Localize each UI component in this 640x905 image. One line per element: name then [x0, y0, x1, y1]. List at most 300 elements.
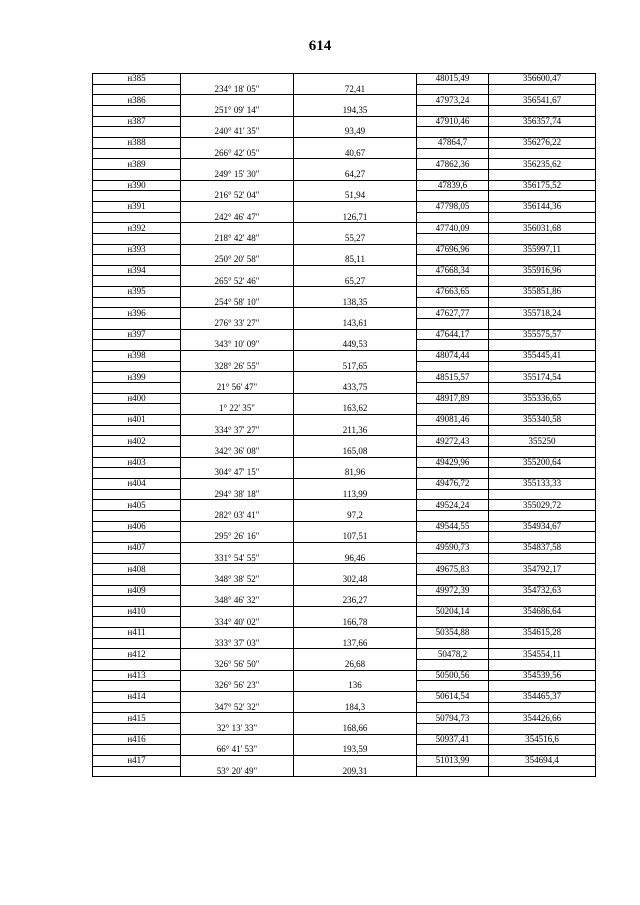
point-name: н417 — [93, 756, 181, 767]
y-coordinate: 355445,41 — [489, 351, 596, 362]
y-coordinate: 354694,4 — [489, 756, 596, 767]
y-coordinate: 356175,52 — [489, 180, 596, 191]
segment-row — [93, 468, 596, 479]
segment-length: 113,99 — [294, 489, 417, 500]
x-coordinate: 48917,89 — [417, 393, 489, 404]
empty-cell — [294, 74, 417, 85]
empty-cell — [489, 617, 596, 628]
empty-cell — [489, 105, 596, 116]
point-name: н398 — [93, 351, 181, 362]
empty-cell — [93, 233, 181, 244]
y-coordinate: 355916,96 — [489, 265, 596, 276]
x-coordinate: 50937,41 — [417, 734, 489, 745]
empty-cell — [489, 638, 596, 649]
point-name: н391 — [93, 201, 181, 212]
empty-cell — [93, 191, 181, 202]
empty-cell — [93, 596, 181, 607]
empty-cell — [294, 649, 417, 660]
x-coordinate: 51013,99 — [417, 756, 489, 767]
segment-length: 72,41 — [294, 84, 417, 95]
empty-cell — [417, 681, 489, 692]
empty-cell — [181, 74, 294, 85]
empty-cell — [417, 255, 489, 266]
segment-row — [93, 724, 596, 735]
segment-row — [93, 681, 596, 692]
point-name: н413 — [93, 670, 181, 681]
empty-cell — [181, 542, 294, 553]
segment-row — [93, 105, 596, 116]
point-row — [93, 351, 596, 362]
segment-row — [93, 532, 596, 543]
direction-angle: 348° 46' 32" — [181, 596, 294, 607]
segment-row — [93, 319, 596, 330]
empty-cell — [181, 351, 294, 362]
empty-cell — [417, 169, 489, 180]
y-coordinate: 355997,11 — [489, 244, 596, 255]
empty-cell — [294, 95, 417, 106]
segment-row — [93, 361, 596, 372]
empty-cell — [294, 628, 417, 639]
point-name: н399 — [93, 372, 181, 383]
segment-row — [93, 233, 596, 244]
empty-cell — [489, 84, 596, 95]
empty-cell — [489, 446, 596, 457]
direction-angle: 21° 56' 47" — [181, 383, 294, 394]
empty-cell — [93, 446, 181, 457]
point-name: н405 — [93, 500, 181, 511]
direction-angle: 294° 38' 18" — [181, 489, 294, 500]
empty-cell — [489, 745, 596, 756]
empty-cell — [93, 148, 181, 159]
segment-row — [93, 84, 596, 95]
empty-cell — [181, 628, 294, 639]
point-name: н404 — [93, 478, 181, 489]
empty-cell — [181, 713, 294, 724]
empty-cell — [489, 681, 596, 692]
empty-cell — [489, 233, 596, 244]
point-row — [93, 478, 596, 489]
segment-row — [93, 446, 596, 457]
empty-cell — [181, 756, 294, 767]
point-name: н412 — [93, 649, 181, 660]
empty-cell — [181, 201, 294, 212]
empty-cell — [489, 169, 596, 180]
empty-cell — [489, 191, 596, 202]
segment-row — [93, 745, 596, 756]
segment-row — [93, 276, 596, 287]
segment-length: 302,48 — [294, 574, 417, 585]
segment-row — [93, 255, 596, 266]
point-row — [93, 372, 596, 383]
empty-cell — [294, 201, 417, 212]
direction-angle: 347° 52' 32" — [181, 702, 294, 713]
empty-cell — [417, 532, 489, 543]
segment-row — [93, 660, 596, 671]
point-name: н414 — [93, 692, 181, 703]
empty-cell — [93, 425, 181, 436]
segment-row — [93, 638, 596, 649]
empty-cell — [489, 553, 596, 564]
point-row — [93, 223, 596, 234]
segment-length: 143,61 — [294, 319, 417, 330]
segment-length: 517,65 — [294, 361, 417, 372]
empty-cell — [294, 500, 417, 511]
empty-cell — [417, 105, 489, 116]
point-name: н396 — [93, 308, 181, 319]
segment-length: 85,11 — [294, 255, 417, 266]
point-row — [93, 542, 596, 553]
segment-row — [93, 169, 596, 180]
empty-cell — [181, 649, 294, 660]
y-coordinate: 355851,86 — [489, 287, 596, 298]
y-coordinate: 356235,62 — [489, 159, 596, 170]
empty-cell — [93, 276, 181, 287]
empty-cell — [417, 84, 489, 95]
empty-cell — [489, 766, 596, 777]
point-name: н407 — [93, 542, 181, 553]
x-coordinate: 50794,73 — [417, 713, 489, 724]
segment-length: 126,71 — [294, 212, 417, 223]
direction-angle: 328° 26' 55" — [181, 361, 294, 372]
empty-cell — [489, 489, 596, 500]
empty-cell — [181, 159, 294, 170]
empty-cell — [181, 585, 294, 596]
empty-cell — [417, 191, 489, 202]
empty-cell — [93, 404, 181, 415]
point-name: н403 — [93, 457, 181, 468]
segment-row — [93, 340, 596, 351]
empty-cell — [489, 425, 596, 436]
coordinates-table — [92, 73, 596, 777]
point-row — [93, 521, 596, 532]
x-coordinate: 49590,73 — [417, 542, 489, 553]
segment-row — [93, 596, 596, 607]
point-row — [93, 415, 596, 426]
empty-cell — [181, 137, 294, 148]
direction-angle: 348° 38' 52" — [181, 574, 294, 585]
point-row — [93, 670, 596, 681]
empty-cell — [417, 596, 489, 607]
point-row — [93, 564, 596, 575]
segment-row — [93, 617, 596, 628]
empty-cell — [489, 212, 596, 223]
empty-cell — [294, 329, 417, 340]
segment-row — [93, 212, 596, 223]
empty-cell — [417, 361, 489, 372]
segment-length: 433,75 — [294, 383, 417, 394]
point-name: н402 — [93, 436, 181, 447]
segment-row — [93, 404, 596, 415]
empty-cell — [181, 564, 294, 575]
point-row — [93, 628, 596, 639]
segment-row — [93, 297, 596, 308]
segment-length: 65,27 — [294, 276, 417, 287]
direction-angle: 234° 18' 05" — [181, 84, 294, 95]
x-coordinate: 49675,83 — [417, 564, 489, 575]
segment-row — [93, 702, 596, 713]
x-coordinate: 49272,43 — [417, 436, 489, 447]
empty-cell — [489, 319, 596, 330]
empty-cell — [93, 681, 181, 692]
point-name: н394 — [93, 265, 181, 276]
y-coordinate: 356600,47 — [489, 74, 596, 85]
empty-cell — [294, 351, 417, 362]
point-row — [93, 74, 596, 85]
direction-angle: 326° 56' 23" — [181, 681, 294, 692]
empty-cell — [181, 287, 294, 298]
empty-cell — [489, 404, 596, 415]
x-coordinate: 50204,14 — [417, 606, 489, 617]
direction-angle: 343° 10' 09" — [181, 340, 294, 351]
empty-cell — [417, 510, 489, 521]
empty-cell — [181, 244, 294, 255]
segment-length: 168,66 — [294, 724, 417, 735]
segment-length: 163,62 — [294, 404, 417, 415]
point-name: н401 — [93, 415, 181, 426]
empty-cell — [294, 542, 417, 553]
y-coordinate: 355133,33 — [489, 478, 596, 489]
empty-cell — [417, 425, 489, 436]
empty-cell — [294, 692, 417, 703]
x-coordinate: 49081,46 — [417, 415, 489, 426]
segment-length: 209,31 — [294, 766, 417, 777]
segment-length: 236,27 — [294, 596, 417, 607]
y-coordinate: 356031,68 — [489, 223, 596, 234]
empty-cell — [417, 574, 489, 585]
empty-cell — [181, 734, 294, 745]
empty-cell — [417, 617, 489, 628]
x-coordinate: 47644,17 — [417, 329, 489, 340]
point-row — [93, 308, 596, 319]
segment-length: 81,96 — [294, 468, 417, 479]
empty-cell — [489, 724, 596, 735]
x-coordinate: 48015,49 — [417, 74, 489, 85]
x-coordinate: 47864,7 — [417, 137, 489, 148]
point-row — [93, 329, 596, 340]
point-name: н385 — [93, 74, 181, 85]
empty-cell — [93, 361, 181, 372]
empty-cell — [489, 510, 596, 521]
y-coordinate: 356541,67 — [489, 95, 596, 106]
empty-cell — [294, 159, 417, 170]
empty-cell — [417, 766, 489, 777]
empty-cell — [417, 745, 489, 756]
empty-cell — [294, 244, 417, 255]
point-name: н386 — [93, 95, 181, 106]
empty-cell — [181, 436, 294, 447]
point-row — [93, 287, 596, 298]
empty-cell — [181, 329, 294, 340]
point-row — [93, 713, 596, 724]
empty-cell — [181, 372, 294, 383]
x-coordinate: 47740,09 — [417, 223, 489, 234]
x-coordinate: 47910,46 — [417, 116, 489, 127]
point-row — [93, 756, 596, 767]
direction-angle: 276° 33' 27" — [181, 319, 294, 330]
empty-cell — [93, 766, 181, 777]
point-row — [93, 734, 596, 745]
segment-length: 138,35 — [294, 297, 417, 308]
segment-length: 211,36 — [294, 425, 417, 436]
segment-length: 165,08 — [294, 446, 417, 457]
empty-cell — [294, 734, 417, 745]
point-row — [93, 159, 596, 170]
empty-cell — [93, 532, 181, 543]
segment-length: 194,35 — [294, 105, 417, 116]
empty-cell — [93, 553, 181, 564]
y-coordinate: 356144,36 — [489, 201, 596, 212]
y-coordinate: 354934,67 — [489, 521, 596, 532]
y-coordinate: 356276,22 — [489, 137, 596, 148]
empty-cell — [294, 393, 417, 404]
y-coordinate: 354615,28 — [489, 628, 596, 639]
empty-cell — [489, 660, 596, 671]
y-coordinate: 354516,6 — [489, 734, 596, 745]
point-name: н389 — [93, 159, 181, 170]
page-number: 614 — [308, 38, 332, 54]
direction-angle: 240° 41' 35" — [181, 127, 294, 138]
x-coordinate: 47627,77 — [417, 308, 489, 319]
empty-cell — [417, 297, 489, 308]
empty-cell — [294, 180, 417, 191]
point-name: н392 — [93, 223, 181, 234]
y-coordinate: 355336,65 — [489, 393, 596, 404]
y-coordinate: 355340,58 — [489, 415, 596, 426]
empty-cell — [181, 393, 294, 404]
empty-cell — [294, 564, 417, 575]
empty-cell — [93, 510, 181, 521]
empty-cell — [489, 361, 596, 372]
x-coordinate: 50500,56 — [417, 670, 489, 681]
point-row — [93, 180, 596, 191]
x-coordinate: 50614,54 — [417, 692, 489, 703]
x-coordinate: 49544,55 — [417, 521, 489, 532]
empty-cell — [417, 148, 489, 159]
direction-angle: 304° 47' 15" — [181, 468, 294, 479]
empty-cell — [417, 404, 489, 415]
empty-cell — [417, 276, 489, 287]
segment-row — [93, 553, 596, 564]
point-row — [93, 649, 596, 660]
direction-angle: 334° 37' 27" — [181, 425, 294, 436]
empty-cell — [181, 265, 294, 276]
empty-cell — [489, 276, 596, 287]
empty-cell — [294, 606, 417, 617]
x-coordinate: 49524,24 — [417, 500, 489, 511]
point-name: н390 — [93, 180, 181, 191]
segment-row — [93, 574, 596, 585]
segment-row — [93, 148, 596, 159]
x-coordinate: 47862,36 — [417, 159, 489, 170]
empty-cell — [417, 553, 489, 564]
empty-cell — [93, 84, 181, 95]
empty-cell — [93, 468, 181, 479]
direction-angle: 254° 58' 10" — [181, 297, 294, 308]
segment-length: 449,53 — [294, 340, 417, 351]
y-coordinate: 354686,64 — [489, 606, 596, 617]
segment-length: 107,51 — [294, 532, 417, 543]
direction-angle: 295° 26' 16" — [181, 532, 294, 543]
empty-cell — [294, 585, 417, 596]
empty-cell — [489, 255, 596, 266]
empty-cell — [294, 137, 417, 148]
empty-cell — [417, 468, 489, 479]
direction-angle: 1° 22' 35" — [181, 404, 294, 415]
direction-angle: 331° 54' 55" — [181, 553, 294, 564]
point-row — [93, 500, 596, 511]
x-coordinate: 48515,57 — [417, 372, 489, 383]
empty-cell — [181, 478, 294, 489]
empty-cell — [181, 95, 294, 106]
empty-cell — [294, 415, 417, 426]
segment-row — [93, 510, 596, 521]
segment-length: 26,68 — [294, 660, 417, 671]
empty-cell — [93, 255, 181, 266]
segment-row — [93, 489, 596, 500]
coordinates-table-body — [93, 74, 596, 777]
point-name: н409 — [93, 585, 181, 596]
x-coordinate: 47798,05 — [417, 201, 489, 212]
empty-cell — [489, 532, 596, 543]
empty-cell — [489, 702, 596, 713]
empty-cell — [294, 670, 417, 681]
y-coordinate: 354426,66 — [489, 713, 596, 724]
segment-row — [93, 425, 596, 436]
empty-cell — [93, 319, 181, 330]
point-name: н397 — [93, 329, 181, 340]
empty-cell — [93, 383, 181, 394]
empty-cell — [93, 297, 181, 308]
empty-cell — [93, 169, 181, 180]
direction-angle: 251° 09' 14" — [181, 105, 294, 116]
empty-cell — [294, 436, 417, 447]
x-coordinate: 49972,39 — [417, 585, 489, 596]
point-row — [93, 201, 596, 212]
direction-angle: 32° 13' 33" — [181, 724, 294, 735]
point-name: н393 — [93, 244, 181, 255]
direction-angle: 266° 42' 05" — [181, 148, 294, 159]
empty-cell — [93, 212, 181, 223]
point-row — [93, 606, 596, 617]
direction-angle: 216° 52' 04" — [181, 191, 294, 202]
segment-length: 64,27 — [294, 169, 417, 180]
y-coordinate: 355575,57 — [489, 329, 596, 340]
segment-length: 55,27 — [294, 233, 417, 244]
empty-cell — [417, 233, 489, 244]
empty-cell — [93, 638, 181, 649]
empty-cell — [294, 756, 417, 767]
x-coordinate: 47839,6 — [417, 180, 489, 191]
empty-cell — [294, 308, 417, 319]
empty-cell — [93, 574, 181, 585]
direction-angle: 249° 15' 30" — [181, 169, 294, 180]
y-coordinate: 355250 — [489, 436, 596, 447]
empty-cell — [93, 617, 181, 628]
direction-angle: 333° 37' 03" — [181, 638, 294, 649]
segment-length: 51,94 — [294, 191, 417, 202]
empty-cell — [417, 702, 489, 713]
y-coordinate: 354837,58 — [489, 542, 596, 553]
x-coordinate: 47973,24 — [417, 95, 489, 106]
empty-cell — [181, 457, 294, 468]
empty-cell — [417, 319, 489, 330]
point-row — [93, 436, 596, 447]
x-coordinate: 48074,44 — [417, 351, 489, 362]
empty-cell — [489, 127, 596, 138]
point-name: н388 — [93, 137, 181, 148]
empty-cell — [489, 596, 596, 607]
point-name: н387 — [93, 116, 181, 127]
